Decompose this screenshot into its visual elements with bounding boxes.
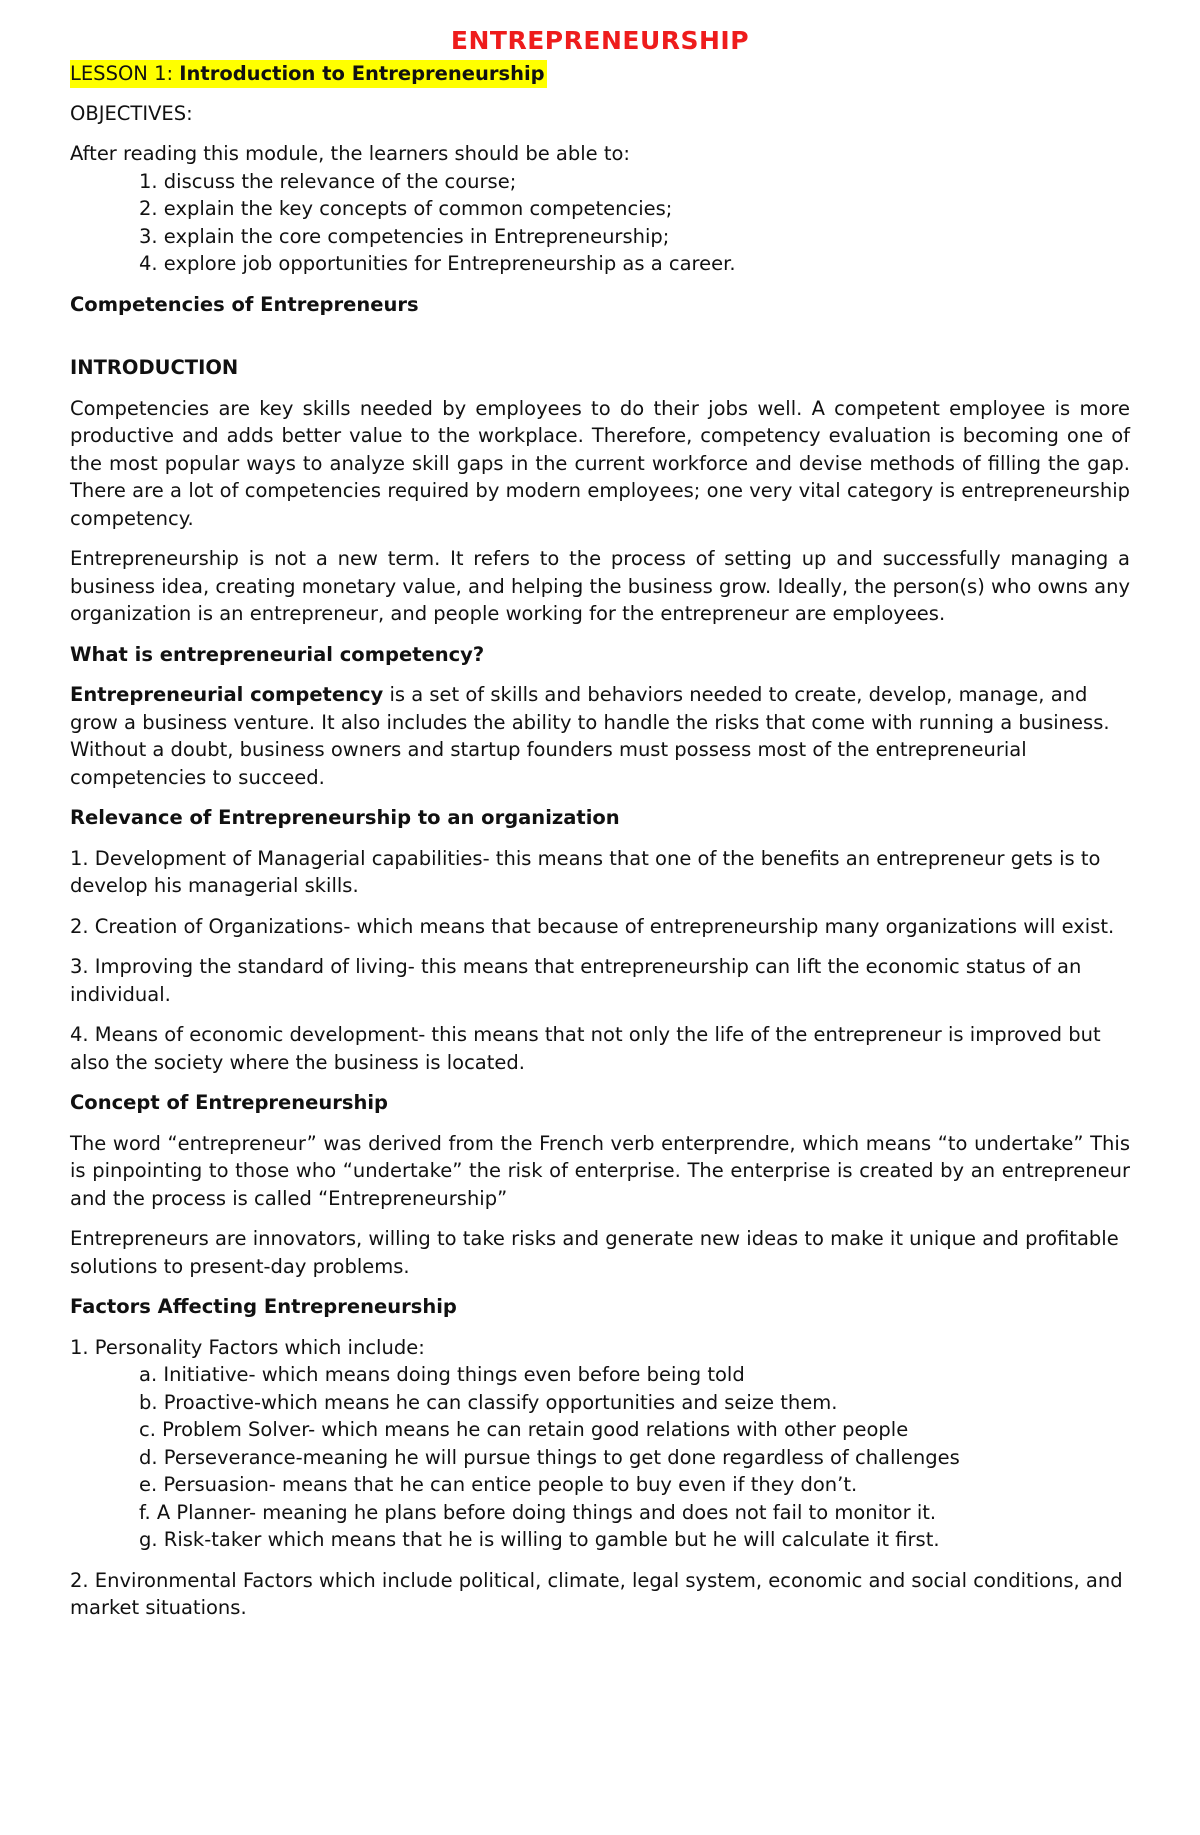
- list-item: f. A Planner- meaning he plans before doing things and does not fail to monitor it.: [139, 1500, 937, 1524]
- objectives-heading: OBJECTIVES:: [70, 101, 193, 125]
- personality-factors-list: [70, 1361, 1130, 1554]
- objectives-list: [70, 168, 1130, 278]
- relevance-item: 3. Improving the standard of living- this means that entrepreneurship can lift the economic status of an individual.: [70, 955, 1082, 1006]
- what-is-paragraph: [70, 681, 1130, 791]
- relevance-item: 1. Development of Managerial capabilities- this means that one of the benefits an entrepreneur gets is to develop his managerial skills.: [70, 846, 1101, 897]
- list-item: e. Persuasion- means that he can entice people to buy even if they don’t.: [139, 1473, 858, 1496]
- factors-heading: Factors Affecting Entrepreneurship: [70, 1295, 457, 1318]
- concept-paragraph: The word “entrepreneur” was derived from the French verb enterprendre, which means “to undertake” This is pinpointing to those who “undertake” the risk of enterprise. The enterprise is created by an entrepreneur and the process is called “Entrepreneurship”: [70, 1131, 1130, 1210]
- introduction-paragraph: Entrepreneurship is not a new term. It refers to the process of setting up and successfully managing a business idea, creating monetary value, and helping the business grow. Ideally, the person(s) who owns any organization is an entrepreneur, and people working for the entrepreneur are employees.: [70, 547, 1130, 625]
- list-item: 2. explain the key concepts of common competencies;: [139, 197, 673, 220]
- list-item: c. Problem Solver- which means he can retain good relations with other people: [139, 1418, 909, 1441]
- introduction-heading: INTRODUCTION: [70, 356, 239, 379]
- what-is-text: is a set of skills and behaviors needed to create, develop, manage, and grow a business venture. It also includes the ability to handle the risks that come with running a business. Without a doubt, business owners and startup founders must possess most of the entrepreneurial competencies to succeed.: [70, 683, 1110, 789]
- document-title: ENTREPRENEURSHIP: [450, 26, 750, 55]
- environmental-factors: 2. Environmental Factors which include political, climate, legal system, economic and social conditions, and market situations.: [70, 1568, 1123, 1619]
- list-item: d. Perseverance-meaning he will pursue things to get done regardless of challenges: [139, 1445, 960, 1469]
- relevance-item: 2. Creation of Organizations- which means that because of entrepreneurship many organizations will exist.: [70, 914, 1115, 938]
- lesson-name: Introduction to Entrepreneurship: [179, 62, 545, 85]
- list-item: 1. discuss the relevance of the course;: [139, 169, 517, 193]
- relevance-item: 4. Means of economic development- this means that not only the life of the entrepreneur is improved but also the society where the business is located.: [70, 1023, 1101, 1074]
- competencies-heading: Competencies of Entrepreneurs: [70, 292, 419, 316]
- list-item: 3. explain the core competencies in Entrepreneurship;: [139, 224, 670, 248]
- introduction-paragraph: Competencies are key skills needed by employees to do their jobs well. A competent employee is more productive and adds better value to the workplace. Therefore, competency evaluation is becoming one of the most popular ways to analyze skill gaps in the current workforce and devise methods of filling the gap. There are a lot of competencies required by modern employees; one very vital category is entrepreneurship competency.: [70, 396, 1130, 530]
- list-item: b. Proactive-which means he can classify opportunities and seize them.: [139, 1390, 838, 1414]
- list-item: a. Initiative- which means doing things even before being told: [139, 1363, 745, 1386]
- lesson-heading: [70, 60, 547, 88]
- lesson-prefix: LESSON 1:: [70, 62, 180, 85]
- personality-factors-intro: 1. Personality Factors which include:: [70, 1335, 425, 1359]
- objectives-intro: After reading this module, the learners should be able to:: [70, 142, 630, 165]
- relevance-heading: Relevance of Entrepreneurship to an organization: [70, 806, 620, 829]
- concept-paragraph: Entrepreneurs are innovators, willing to take risks and generate new ideas to make it unique and profitable solutions to present-day problems.: [70, 1227, 1119, 1278]
- concept-heading: Concept of Entrepreneurship: [70, 1091, 389, 1114]
- what-is-heading: What is entrepreneurial competency?: [70, 642, 485, 666]
- what-is-term: Entrepreneurial competency: [70, 683, 384, 706]
- list-item: g. Risk-taker which means that he is willing to gamble but he will calculate it first.: [139, 1528, 940, 1551]
- list-item: 4. explore job opportunities for Entrepreneurship as a career.: [139, 252, 736, 275]
